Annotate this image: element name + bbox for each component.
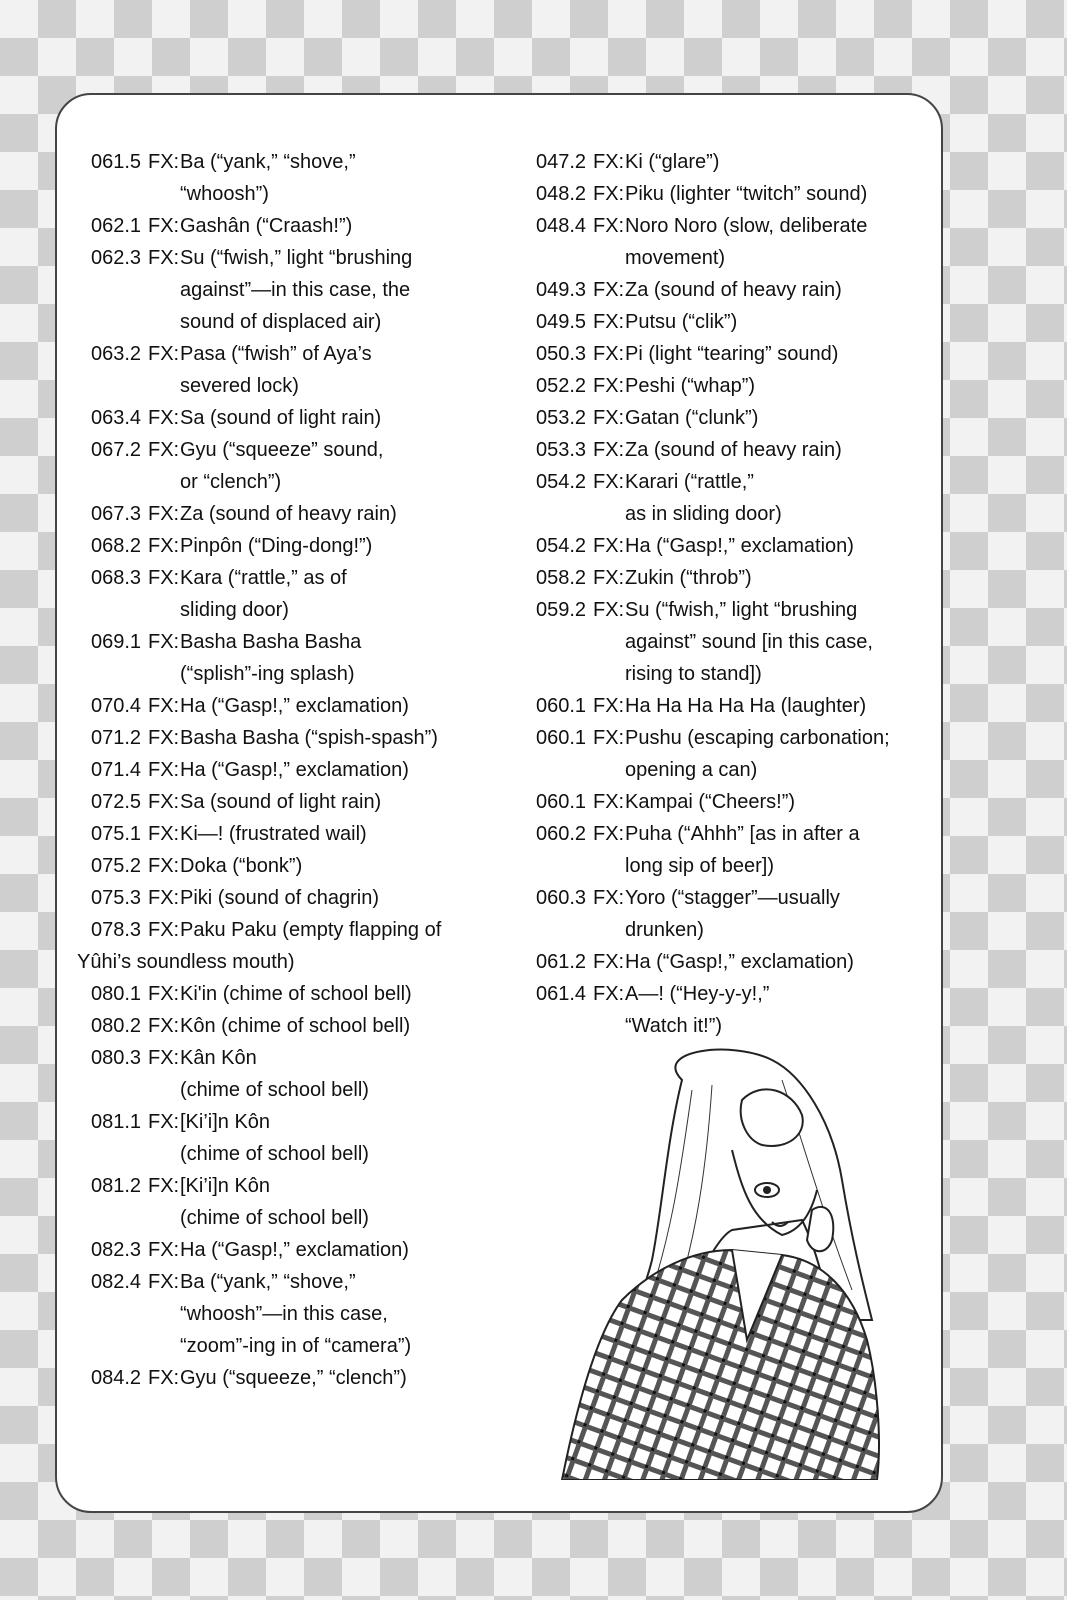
page-panel-code: 054.2 [536, 471, 587, 493]
page-panel-code: 058.2 [536, 567, 587, 589]
fx-label: FX: [593, 375, 625, 397]
fx-label: FX: [148, 695, 180, 717]
fx-description: Noro Noro (slow, deliberate movement) [625, 215, 868, 269]
fx-description: Ha (“Gasp!,” exclamation) [180, 695, 409, 717]
fx-label: FX: [148, 1111, 180, 1133]
page-panel-code: 060.1 [536, 727, 587, 749]
fx-description: Ba (“yank,” “shove,” “whoosh”) [180, 151, 356, 205]
fx-description: Pushu (escaping carbonation; opening a can) [625, 727, 890, 781]
fx-label: FX: [593, 407, 625, 429]
fx-label: FX: [593, 791, 625, 813]
fx-label: FX: [148, 1271, 180, 1293]
fx-entry [91, 434, 541, 498]
fx-entry [91, 242, 541, 338]
fx-description: Ki'in (chime of school bell) [180, 983, 412, 1005]
fx-description: Karari (“rattle,” as in sliding door) [625, 471, 782, 525]
fx-description: Kôn (chime of school bell) [180, 1015, 411, 1037]
fx-entry [536, 530, 936, 562]
fx-label: FX: [593, 951, 625, 973]
left-column [77, 146, 541, 1394]
fx-entry [536, 562, 936, 594]
page-panel-code: 080.3 [91, 1047, 142, 1069]
fx-entry [536, 946, 936, 978]
fx-entry [91, 626, 541, 690]
fx-description: Su (“fwish,” light “brushing against” sound [in this case, rising to stand]) [625, 599, 873, 685]
fx-entry [536, 306, 936, 338]
fx-entry [91, 562, 541, 626]
page-panel-code: 060.3 [536, 887, 587, 909]
fx-description: Basha Basha Basha (“splish”-ing splash) [180, 631, 362, 685]
fx-description: Yoro (“stagger”—usually drunken) [625, 887, 840, 941]
fx-description: Ki (“glare”) [625, 151, 720, 173]
fx-label: FX: [148, 535, 180, 557]
fx-entry [536, 370, 936, 402]
page-panel-code: 060.1 [536, 695, 587, 717]
fx-entry [91, 754, 541, 786]
fx-label: FX: [148, 855, 180, 877]
fx-description: Za (sound of heavy rain) [625, 279, 842, 301]
page-panel-code: 062.1 [91, 215, 142, 237]
fx-label: FX: [593, 535, 625, 557]
fx-label: FX: [593, 599, 625, 621]
page-panel-code: 084.2 [91, 1367, 142, 1389]
fx-entry [91, 690, 541, 722]
page-panel-code: 048.4 [536, 215, 587, 237]
fx-description: Sa (sound of light rain) [180, 791, 382, 813]
fx-description: [Ki’i]n Kôn (chime of school bell) [180, 1111, 369, 1165]
fx-label: FX: [593, 823, 625, 845]
page-panel-code: 049.5 [536, 311, 587, 333]
fx-entry [536, 722, 936, 786]
fx-label: FX: [593, 439, 625, 461]
fx-entry [536, 594, 936, 690]
fx-entry [536, 338, 936, 370]
fx-entry [536, 978, 936, 1042]
fx-label: FX: [593, 887, 625, 909]
fx-label: FX: [593, 215, 625, 237]
fx-entry [536, 178, 936, 210]
fx-description: Ha (“Gasp!,” exclamation) [180, 1239, 409, 1261]
page-panel-code: 081.2 [91, 1175, 142, 1197]
page-panel-code: 067.2 [91, 439, 142, 461]
fx-description: Basha Basha (“spish-spash”) [180, 727, 438, 749]
fx-entry [91, 818, 541, 850]
fx-description: Za (sound of heavy rain) [625, 439, 842, 461]
fx-entry [536, 466, 936, 530]
fx-entry [536, 146, 936, 178]
fx-entry [91, 722, 541, 754]
page-panel-code: 081.1 [91, 1111, 142, 1133]
fx-label: FX: [148, 759, 180, 781]
fx-description: Paku Paku (empty flapping of [180, 919, 442, 941]
fx-entry [91, 210, 541, 242]
page-panel-code: 080.1 [91, 983, 142, 1005]
fx-label: FX: [148, 631, 180, 653]
page-panel-code: 054.2 [536, 535, 587, 557]
fx-entry [91, 498, 541, 530]
fx-description: Za (sound of heavy rain) [180, 503, 397, 525]
fx-entry [536, 402, 936, 434]
fx-label: FX: [148, 567, 180, 589]
page-panel-code: 068.3 [91, 567, 142, 589]
fx-description: Kampai (“Cheers!”) [625, 791, 796, 813]
fx-entry [91, 1170, 541, 1234]
fx-description: Su (“fwish,” light “brushing against”—in this case, the sound of displaced air) [180, 247, 413, 333]
fx-description: Ha Ha Ha Ha Ha (laughter) [625, 695, 867, 717]
page-panel-code: 053.2 [536, 407, 587, 429]
fx-description: Ki—! (frustrated wail) [180, 823, 367, 845]
page-panel-code: 082.4 [91, 1271, 142, 1293]
fx-description: Puha (“Ahhh” [as in after a long sip of beer]) [625, 823, 860, 877]
fx-entry [91, 402, 541, 434]
fx-description: Sa (sound of light rain) [180, 407, 382, 429]
face [732, 1150, 817, 1235]
fx-label: FX: [148, 1047, 180, 1069]
page-panel-code: 059.2 [536, 599, 587, 621]
page-panel-code: 068.2 [91, 535, 142, 557]
fx-entry [536, 210, 936, 274]
fx-description: Pinpôn (“Ding-dong!”) [180, 535, 373, 557]
fx-label: FX: [148, 919, 180, 941]
fx-entry [91, 1266, 541, 1362]
page-panel-code: 061.5 [91, 151, 142, 173]
fx-label: FX: [593, 727, 625, 749]
fx-entry [536, 786, 936, 818]
page-panel-code: 052.2 [536, 375, 587, 397]
fx-description: Kân Kôn (chime of school bell) [180, 1047, 369, 1101]
fx-label: FX: [148, 247, 180, 269]
fx-entry [91, 1234, 541, 1266]
page-panel-code: 078.3 [91, 919, 142, 941]
page-panel-code: 063.2 [91, 343, 142, 365]
fx-label: FX: [148, 727, 180, 749]
page-panel-code: 069.1 [91, 631, 142, 653]
fx-label: FX: [593, 343, 625, 365]
fx-label: FX: [593, 183, 625, 205]
page-panel-code: 071.4 [91, 759, 142, 781]
fx-entry [91, 1010, 541, 1042]
page-panel-code: 053.3 [536, 439, 587, 461]
page-panel-code: 061.2 [536, 951, 587, 973]
fx-description: Gatan (“clunk”) [625, 407, 759, 429]
page-panel-code: 075.3 [91, 887, 142, 909]
fx-label: FX: [148, 343, 180, 365]
fx-description: Gashân (“Craash!”) [180, 215, 353, 237]
fx-entry [536, 818, 936, 882]
fx-entry [536, 274, 936, 306]
fx-entry [536, 690, 936, 722]
fx-label: FX: [148, 791, 180, 813]
page-panel-code: 049.3 [536, 279, 587, 301]
fx-entry [91, 146, 541, 210]
page-panel-code: 070.4 [91, 695, 142, 717]
fx-label: FX: [148, 1367, 180, 1389]
fx-description: Putsu (“clik”) [625, 311, 738, 333]
page-panel-code: 080.2 [91, 1015, 142, 1037]
fx-label: FX: [148, 503, 180, 525]
fx-label: FX: [148, 1239, 180, 1261]
page-panel-code: 075.1 [91, 823, 142, 845]
page-panel-code: 072.5 [91, 791, 142, 813]
fx-description: Kara (“rattle,” as of sliding door) [180, 567, 347, 621]
fx-description: Pi (light “tearing” sound) [625, 343, 839, 365]
fx-entry [91, 786, 541, 818]
fx-label: FX: [148, 1015, 180, 1037]
fx-entry [91, 1106, 541, 1170]
fx-entry [91, 1362, 541, 1394]
fx-label: FX: [148, 823, 180, 845]
fx-entry [91, 850, 541, 882]
page-panel-code: 048.2 [536, 183, 587, 205]
fx-description: Doka (“bonk”) [180, 855, 303, 877]
fx-label: FX: [593, 311, 625, 333]
fx-label: FX: [148, 407, 180, 429]
fx-description: Pasa (“fwish” of Aya’s severed lock) [180, 343, 372, 397]
fx-entry [77, 914, 541, 973]
page-panel-code: 063.4 [91, 407, 142, 429]
fx-entry [91, 530, 541, 562]
page-panel-code: 061.4 [536, 983, 587, 1005]
page-panel-code: 050.3 [536, 343, 587, 365]
page-panel-code: 067.3 [91, 503, 142, 525]
fx-description: [Ki’i]n Kôn (chime of school bell) [180, 1175, 369, 1229]
fx-label: FX: [148, 151, 180, 173]
fx-entry [91, 338, 541, 402]
fx-label: FX: [593, 279, 625, 301]
hand [741, 1089, 803, 1146]
fx-description: Ha (“Gasp!,” exclamation) [625, 951, 854, 973]
fx-label: FX: [148, 215, 180, 237]
fx-entry [536, 434, 936, 466]
fx-description: Zukin (“throb”) [625, 567, 752, 589]
fx-label: FX: [593, 151, 625, 173]
fx-label: FX: [593, 471, 625, 493]
plaid-jacket [562, 1250, 879, 1480]
fx-label: FX: [148, 887, 180, 909]
fx-description: Gyu (“squeeze” sound, or “clench”) [180, 439, 384, 493]
fx-description: Ha (“Gasp!,” exclamation) [180, 759, 409, 781]
fx-description: Ha (“Gasp!,” exclamation) [625, 535, 854, 557]
right-column [536, 146, 936, 1042]
fx-description: Piki (sound of chagrin) [180, 887, 379, 909]
fx-entry [91, 978, 541, 1010]
fx-entry [536, 882, 936, 946]
page-panel-code: 075.2 [91, 855, 142, 877]
fx-label: FX: [593, 983, 625, 1005]
fx-entry [91, 1042, 541, 1106]
fx-label: FX: [593, 567, 625, 589]
page-panel-code: 071.2 [91, 727, 142, 749]
fx-entry [91, 882, 541, 914]
fx-description-continued: Yûhi’s soundless mouth) [77, 951, 295, 973]
fx-label: FX: [593, 695, 625, 717]
fx-description: A—! (“Hey-y-y!,” “Watch it!”) [625, 983, 770, 1037]
fx-description: Gyu (“squeeze,” “clench”) [180, 1367, 407, 1389]
page-panel-code: 060.1 [536, 791, 587, 813]
fx-description: Peshi (“whap”) [625, 375, 756, 397]
page-panel-code: 082.3 [91, 1239, 142, 1261]
fx-label: FX: [148, 1175, 180, 1197]
fx-label: FX: [148, 983, 180, 1005]
fx-label: FX: [148, 439, 180, 461]
manga-girl-illustration [532, 1040, 932, 1480]
fx-description: Piku (lighter “twitch” sound) [625, 183, 868, 205]
page-panel-code: 062.3 [91, 247, 142, 269]
page-panel-code: 060.2 [536, 823, 587, 845]
page-panel-code: 047.2 [536, 151, 587, 173]
fx-description: Ba (“yank,” “shove,” “whoosh”—in this case, “zoom”-ing in of “camera”) [180, 1271, 412, 1357]
